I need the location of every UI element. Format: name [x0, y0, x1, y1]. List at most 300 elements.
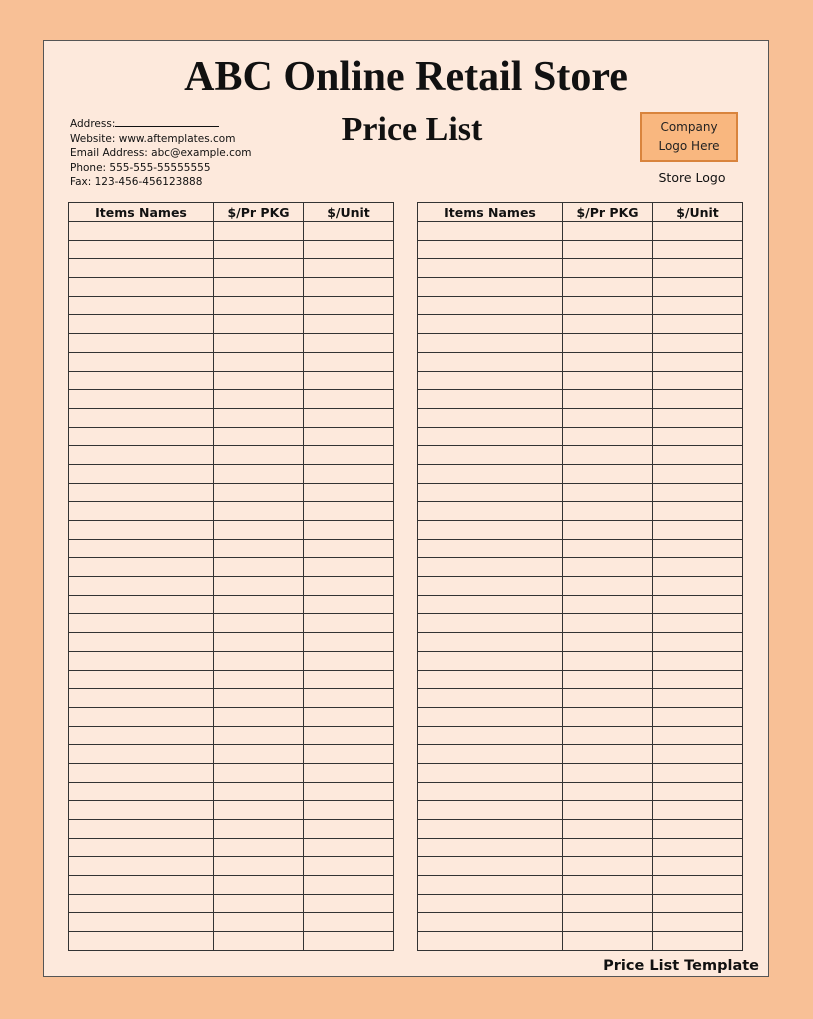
- price-per-package-cell[interactable]: [214, 539, 304, 558]
- price-per-unit-cell[interactable]: [653, 670, 743, 689]
- price-per-unit-cell[interactable]: [653, 689, 743, 708]
- column-header-price-per-unit: $/Unit: [653, 203, 743, 222]
- phone-line: Phone: 555-555-55555555: [70, 161, 211, 174]
- price-per-package-cell[interactable]: [214, 745, 304, 764]
- item-name-cell[interactable]: [69, 259, 214, 278]
- price-per-unit-cell[interactable]: [304, 782, 394, 801]
- item-name-cell[interactable]: [418, 595, 563, 614]
- price-per-unit-cell[interactable]: [653, 539, 743, 558]
- price-per-unit-cell[interactable]: [653, 726, 743, 745]
- item-name-cell[interactable]: [69, 894, 214, 913]
- price-per-unit-cell[interactable]: [653, 876, 743, 895]
- price-per-package-cell[interactable]: [214, 689, 304, 708]
- item-name-cell[interactable]: [418, 390, 563, 409]
- price-per-unit-cell[interactable]: [653, 390, 743, 409]
- item-name-cell[interactable]: [69, 334, 214, 353]
- item-name-cell[interactable]: [69, 521, 214, 540]
- item-name-cell[interactable]: [69, 371, 214, 390]
- price-per-package-cell[interactable]: [563, 371, 653, 390]
- price-per-package-cell[interactable]: [563, 240, 653, 259]
- price-per-package-cell[interactable]: [214, 278, 304, 297]
- price-per-package-cell[interactable]: [214, 595, 304, 614]
- price-per-package-cell[interactable]: [214, 577, 304, 596]
- item-name-cell[interactable]: [418, 913, 563, 932]
- price-per-package-cell[interactable]: [563, 521, 653, 540]
- column-header-item-names: Items Names: [418, 203, 563, 222]
- price-per-unit-cell[interactable]: [653, 334, 743, 353]
- price-per-package-cell[interactable]: [214, 763, 304, 782]
- item-name-cell[interactable]: [418, 240, 563, 259]
- price-per-unit-cell[interactable]: [653, 894, 743, 913]
- item-name-cell[interactable]: [418, 801, 563, 820]
- item-name-cell[interactable]: [418, 334, 563, 353]
- table-row: [69, 894, 394, 913]
- item-name-cell[interactable]: [418, 446, 563, 465]
- price-per-package-cell[interactable]: [563, 614, 653, 633]
- price-per-unit-cell[interactable]: [304, 876, 394, 895]
- item-name-cell[interactable]: [418, 838, 563, 857]
- price-per-unit-cell[interactable]: [304, 464, 394, 483]
- price-per-unit-cell[interactable]: [304, 483, 394, 502]
- price-per-package-cell[interactable]: [563, 745, 653, 764]
- table-row: [418, 371, 743, 390]
- table-row: [418, 558, 743, 577]
- price-per-package-cell[interactable]: [214, 707, 304, 726]
- item-name-cell[interactable]: [418, 726, 563, 745]
- table-row: [69, 296, 394, 315]
- price-per-unit-cell[interactable]: [304, 446, 394, 465]
- price-per-unit-cell[interactable]: [653, 222, 743, 241]
- table-row: [418, 782, 743, 801]
- item-name-cell[interactable]: [418, 296, 563, 315]
- price-per-package-cell[interactable]: [214, 633, 304, 652]
- item-name-cell[interactable]: [69, 689, 214, 708]
- item-name-cell[interactable]: [69, 614, 214, 633]
- price-per-package-cell[interactable]: [563, 390, 653, 409]
- table-row: [69, 838, 394, 857]
- price-per-package-cell[interactable]: [563, 633, 653, 652]
- price-per-package-cell[interactable]: [563, 259, 653, 278]
- price-per-package-cell[interactable]: [214, 876, 304, 895]
- price-per-unit-cell[interactable]: [304, 670, 394, 689]
- price-per-package-cell[interactable]: [214, 651, 304, 670]
- price-per-package-cell[interactable]: [563, 838, 653, 857]
- price-per-unit-cell[interactable]: [304, 633, 394, 652]
- item-name-cell[interactable]: [418, 633, 563, 652]
- price-per-unit-cell[interactable]: [304, 595, 394, 614]
- item-name-cell[interactable]: [69, 577, 214, 596]
- price-per-unit-cell[interactable]: [304, 334, 394, 353]
- item-name-cell[interactable]: [418, 521, 563, 540]
- price-per-package-cell[interactable]: [214, 932, 304, 951]
- item-name-cell[interactable]: [69, 595, 214, 614]
- price-per-unit-cell[interactable]: [304, 763, 394, 782]
- table-row: [418, 763, 743, 782]
- item-name-cell[interactable]: [69, 502, 214, 521]
- table-row: [69, 371, 394, 390]
- item-name-cell[interactable]: [418, 408, 563, 427]
- price-per-unit-cell[interactable]: [304, 502, 394, 521]
- price-per-package-cell[interactable]: [563, 726, 653, 745]
- price-per-unit-cell[interactable]: [304, 222, 394, 241]
- table-row: [418, 315, 743, 334]
- address-line: [70, 117, 252, 132]
- price-per-package-cell[interactable]: [214, 857, 304, 876]
- price-per-package-cell[interactable]: [563, 913, 653, 932]
- item-name-cell[interactable]: [69, 932, 214, 951]
- price-per-package-cell[interactable]: [563, 707, 653, 726]
- price-per-package-cell[interactable]: [214, 521, 304, 540]
- price-per-unit-cell[interactable]: [653, 857, 743, 876]
- price-per-unit-cell[interactable]: [304, 278, 394, 297]
- table-row: [69, 259, 394, 278]
- price-per-unit-cell[interactable]: [304, 894, 394, 913]
- price-per-package-cell[interactable]: [563, 763, 653, 782]
- price-per-unit-cell[interactable]: [304, 614, 394, 633]
- price-per-unit-cell[interactable]: [653, 707, 743, 726]
- price-per-package-cell[interactable]: [563, 464, 653, 483]
- item-name-cell[interactable]: [69, 390, 214, 409]
- item-name-cell[interactable]: [418, 857, 563, 876]
- table-row: [69, 539, 394, 558]
- item-name-cell[interactable]: [69, 446, 214, 465]
- price-per-unit-cell[interactable]: [653, 483, 743, 502]
- table-row: [418, 670, 743, 689]
- item-name-cell[interactable]: [69, 633, 214, 652]
- item-name-cell[interactable]: [418, 222, 563, 241]
- item-name-cell[interactable]: [69, 838, 214, 857]
- table-row: [418, 334, 743, 353]
- price-per-package-cell[interactable]: [214, 240, 304, 259]
- contact-block: [70, 117, 252, 190]
- price-per-unit-cell[interactable]: [304, 408, 394, 427]
- table-row: [69, 857, 394, 876]
- price-per-unit-cell[interactable]: [304, 913, 394, 932]
- price-per-package-cell[interactable]: [563, 446, 653, 465]
- price-per-unit-cell[interactable]: [653, 633, 743, 652]
- table-row: [418, 932, 743, 951]
- table-row: [69, 521, 394, 540]
- item-name-cell[interactable]: [418, 483, 563, 502]
- price-per-unit-cell[interactable]: [304, 689, 394, 708]
- price-per-package-cell[interactable]: [563, 483, 653, 502]
- price-per-package-cell[interactable]: [214, 483, 304, 502]
- table-row: [69, 558, 394, 577]
- item-name-cell[interactable]: [69, 558, 214, 577]
- item-name-cell[interactable]: [69, 278, 214, 297]
- item-name-cell[interactable]: [418, 577, 563, 596]
- price-per-unit-cell[interactable]: [653, 838, 743, 857]
- table-row: [69, 446, 394, 465]
- price-per-unit-cell[interactable]: [653, 651, 743, 670]
- price-per-package-cell[interactable]: [563, 278, 653, 297]
- table-row: [418, 595, 743, 614]
- price-per-package-cell[interactable]: [214, 502, 304, 521]
- item-name-cell[interactable]: [418, 894, 563, 913]
- item-name-cell[interactable]: [418, 278, 563, 297]
- price-per-package-cell[interactable]: [214, 838, 304, 857]
- price-per-package-cell[interactable]: [214, 894, 304, 913]
- item-name-cell[interactable]: [418, 932, 563, 951]
- price-per-package-cell[interactable]: [563, 894, 653, 913]
- table-row: [418, 689, 743, 708]
- price-table-left: [68, 202, 394, 951]
- price-per-unit-cell[interactable]: [653, 296, 743, 315]
- item-name-cell[interactable]: [418, 371, 563, 390]
- table-row: [69, 222, 394, 241]
- price-per-package-cell[interactable]: [214, 464, 304, 483]
- price-per-package-cell[interactable]: [563, 352, 653, 371]
- price-per-package-cell[interactable]: [214, 614, 304, 633]
- price-per-package-cell[interactable]: [563, 222, 653, 241]
- price-per-package-cell[interactable]: [563, 558, 653, 577]
- table-row: [418, 446, 743, 465]
- price-per-unit-cell[interactable]: [653, 371, 743, 390]
- price-per-package-cell[interactable]: [214, 352, 304, 371]
- price-per-unit-cell[interactable]: [653, 446, 743, 465]
- item-name-cell[interactable]: [69, 408, 214, 427]
- item-name-cell[interactable]: [418, 502, 563, 521]
- price-per-package-cell[interactable]: [214, 726, 304, 745]
- item-name-cell[interactable]: [418, 259, 563, 278]
- table-row: [418, 894, 743, 913]
- item-name-cell[interactable]: [418, 670, 563, 689]
- item-name-cell[interactable]: [418, 820, 563, 839]
- price-per-unit-cell[interactable]: [304, 838, 394, 857]
- table-row: [418, 352, 743, 371]
- address-label: Address:: [70, 118, 116, 130]
- item-name-cell[interactable]: [418, 427, 563, 446]
- item-name-cell[interactable]: [69, 707, 214, 726]
- price-per-package-cell[interactable]: [214, 390, 304, 409]
- price-per-package-cell[interactable]: [214, 558, 304, 577]
- price-per-package-cell[interactable]: [563, 820, 653, 839]
- price-per-package-cell[interactable]: [563, 315, 653, 334]
- table-header-row: [418, 203, 743, 222]
- price-per-unit-cell[interactable]: [653, 763, 743, 782]
- price-per-unit-cell[interactable]: [304, 726, 394, 745]
- price-per-unit-cell[interactable]: [304, 857, 394, 876]
- table-row: [418, 539, 743, 558]
- price-per-unit-cell[interactable]: [653, 521, 743, 540]
- item-name-cell[interactable]: [418, 539, 563, 558]
- price-per-package-cell[interactable]: [563, 670, 653, 689]
- price-per-unit-cell[interactable]: [304, 296, 394, 315]
- price-per-package-cell[interactable]: [563, 296, 653, 315]
- price-per-unit-cell[interactable]: [653, 577, 743, 596]
- item-name-cell[interactable]: [69, 726, 214, 745]
- item-name-cell[interactable]: [418, 558, 563, 577]
- item-name-cell[interactable]: [69, 670, 214, 689]
- table-row: [69, 483, 394, 502]
- table-row: [69, 876, 394, 895]
- price-per-unit-cell[interactable]: [653, 352, 743, 371]
- price-per-package-cell[interactable]: [563, 801, 653, 820]
- price-per-unit-cell[interactable]: [304, 558, 394, 577]
- price-per-unit-cell[interactable]: [653, 464, 743, 483]
- item-name-cell[interactable]: [69, 913, 214, 932]
- item-name-cell[interactable]: [69, 315, 214, 334]
- price-per-unit-cell[interactable]: [304, 577, 394, 596]
- price-per-package-cell[interactable]: [563, 595, 653, 614]
- price-per-unit-cell[interactable]: [304, 259, 394, 278]
- item-name-cell[interactable]: [418, 763, 563, 782]
- price-per-unit-cell[interactable]: [304, 651, 394, 670]
- address-blank[interactable]: [115, 117, 219, 127]
- price-per-package-cell[interactable]: [563, 577, 653, 596]
- item-name-cell[interactable]: [418, 707, 563, 726]
- email-line: Email Address: abc@example.com: [70, 147, 252, 160]
- price-per-package-cell[interactable]: [214, 334, 304, 353]
- column-header-price-per-unit: $/Unit: [304, 203, 394, 222]
- price-per-package-cell[interactable]: [563, 334, 653, 353]
- price-per-unit-cell[interactable]: [653, 913, 743, 932]
- table-row: [69, 427, 394, 446]
- price-per-package-cell[interactable]: [214, 446, 304, 465]
- price-per-unit-cell[interactable]: [653, 820, 743, 839]
- price-per-package-cell[interactable]: [214, 315, 304, 334]
- table-row: [418, 876, 743, 895]
- table-row: [418, 913, 743, 932]
- item-name-cell[interactable]: [69, 763, 214, 782]
- item-name-cell[interactable]: [69, 352, 214, 371]
- price-per-unit-cell[interactable]: [304, 427, 394, 446]
- price-per-unit-cell[interactable]: [653, 315, 743, 334]
- item-name-cell[interactable]: [418, 464, 563, 483]
- price-per-unit-cell[interactable]: [653, 614, 743, 633]
- table-row: [418, 820, 743, 839]
- price-per-unit-cell[interactable]: [304, 240, 394, 259]
- table-row: [69, 464, 394, 483]
- price-per-unit-cell[interactable]: [304, 315, 394, 334]
- item-name-cell[interactable]: [69, 745, 214, 764]
- price-per-unit-cell[interactable]: [304, 820, 394, 839]
- table-row: [418, 427, 743, 446]
- table-row: [418, 801, 743, 820]
- column-header-price-per-package: $/Pr PKG: [214, 203, 304, 222]
- table-row: [418, 222, 743, 241]
- price-per-unit-cell[interactable]: [653, 427, 743, 446]
- item-name-cell[interactable]: [69, 651, 214, 670]
- price-per-package-cell[interactable]: [214, 913, 304, 932]
- item-name-cell[interactable]: [418, 352, 563, 371]
- table-row: [418, 521, 743, 540]
- table-row: [69, 745, 394, 764]
- price-per-unit-cell[interactable]: [653, 558, 743, 577]
- item-name-cell[interactable]: [69, 857, 214, 876]
- price-per-unit-cell[interactable]: [304, 932, 394, 951]
- price-per-package-cell[interactable]: [563, 408, 653, 427]
- item-name-cell[interactable]: [69, 464, 214, 483]
- price-per-package-cell[interactable]: [214, 371, 304, 390]
- item-name-cell[interactable]: [418, 651, 563, 670]
- table-row: [418, 464, 743, 483]
- item-name-cell[interactable]: [418, 315, 563, 334]
- table-row: [69, 801, 394, 820]
- table-row: [418, 651, 743, 670]
- price-per-unit-cell[interactable]: [653, 502, 743, 521]
- item-name-cell[interactable]: [69, 222, 214, 241]
- price-per-package-cell[interactable]: [563, 427, 653, 446]
- price-per-package-cell[interactable]: [214, 222, 304, 241]
- price-per-package-cell[interactable]: [214, 296, 304, 315]
- price-per-package-cell[interactable]: [214, 427, 304, 446]
- price-per-unit-cell[interactable]: [653, 595, 743, 614]
- item-name-cell[interactable]: [418, 689, 563, 708]
- price-per-unit-cell[interactable]: [304, 352, 394, 371]
- price-per-unit-cell[interactable]: [653, 278, 743, 297]
- table-row: [418, 483, 743, 502]
- item-name-cell[interactable]: [69, 782, 214, 801]
- price-per-unit-cell[interactable]: [653, 745, 743, 764]
- price-per-unit-cell[interactable]: [304, 390, 394, 409]
- price-per-package-cell[interactable]: [214, 670, 304, 689]
- price-per-unit-cell[interactable]: [304, 371, 394, 390]
- table-row: [69, 932, 394, 951]
- price-per-package-cell[interactable]: [563, 782, 653, 801]
- price-per-package-cell[interactable]: [214, 259, 304, 278]
- price-per-unit-cell[interactable]: [653, 408, 743, 427]
- item-name-cell[interactable]: [69, 427, 214, 446]
- table-row: [418, 278, 743, 297]
- item-name-cell[interactable]: [69, 820, 214, 839]
- item-name-cell[interactable]: [418, 614, 563, 633]
- price-per-package-cell[interactable]: [563, 651, 653, 670]
- price-per-package-cell[interactable]: [214, 408, 304, 427]
- item-name-cell[interactable]: [69, 240, 214, 259]
- price-per-unit-cell[interactable]: [304, 707, 394, 726]
- price-per-unit-cell[interactable]: [304, 801, 394, 820]
- price-per-unit-cell[interactable]: [653, 259, 743, 278]
- price-per-package-cell[interactable]: [563, 857, 653, 876]
- column-header-item-names: Items Names: [69, 203, 214, 222]
- price-per-unit-cell[interactable]: [304, 539, 394, 558]
- price-per-unit-cell[interactable]: [304, 745, 394, 764]
- price-per-unit-cell[interactable]: [653, 801, 743, 820]
- price-per-package-cell[interactable]: [563, 932, 653, 951]
- item-name-cell[interactable]: [418, 876, 563, 895]
- item-name-cell[interactable]: [69, 539, 214, 558]
- table-row: [69, 352, 394, 371]
- table-row: [69, 334, 394, 353]
- price-per-package-cell[interactable]: [563, 876, 653, 895]
- price-per-package-cell[interactable]: [214, 801, 304, 820]
- table-row: [69, 670, 394, 689]
- price-per-package-cell[interactable]: [214, 820, 304, 839]
- item-name-cell[interactable]: [69, 801, 214, 820]
- price-per-unit-cell[interactable]: [653, 782, 743, 801]
- item-name-cell[interactable]: [418, 782, 563, 801]
- price-per-package-cell[interactable]: [563, 502, 653, 521]
- item-name-cell[interactable]: [69, 296, 214, 315]
- table-row: [69, 651, 394, 670]
- table-row: [418, 614, 743, 633]
- table-row: [69, 502, 394, 521]
- logo-text-line-2: Logo Here: [658, 139, 720, 153]
- price-per-unit-cell[interactable]: [653, 932, 743, 951]
- price-per-package-cell[interactable]: [563, 689, 653, 708]
- table-row: [69, 390, 394, 409]
- price-per-package-cell[interactable]: [214, 782, 304, 801]
- store-logo-caption: Store Logo: [658, 170, 726, 185]
- logo-text-line-1: Company: [660, 120, 718, 134]
- price-per-unit-cell[interactable]: [304, 521, 394, 540]
- item-name-cell[interactable]: [69, 483, 214, 502]
- price-per-unit-cell[interactable]: [653, 240, 743, 259]
- price-per-package-cell[interactable]: [563, 539, 653, 558]
- item-name-cell[interactable]: [69, 876, 214, 895]
- item-name-cell[interactable]: [418, 745, 563, 764]
